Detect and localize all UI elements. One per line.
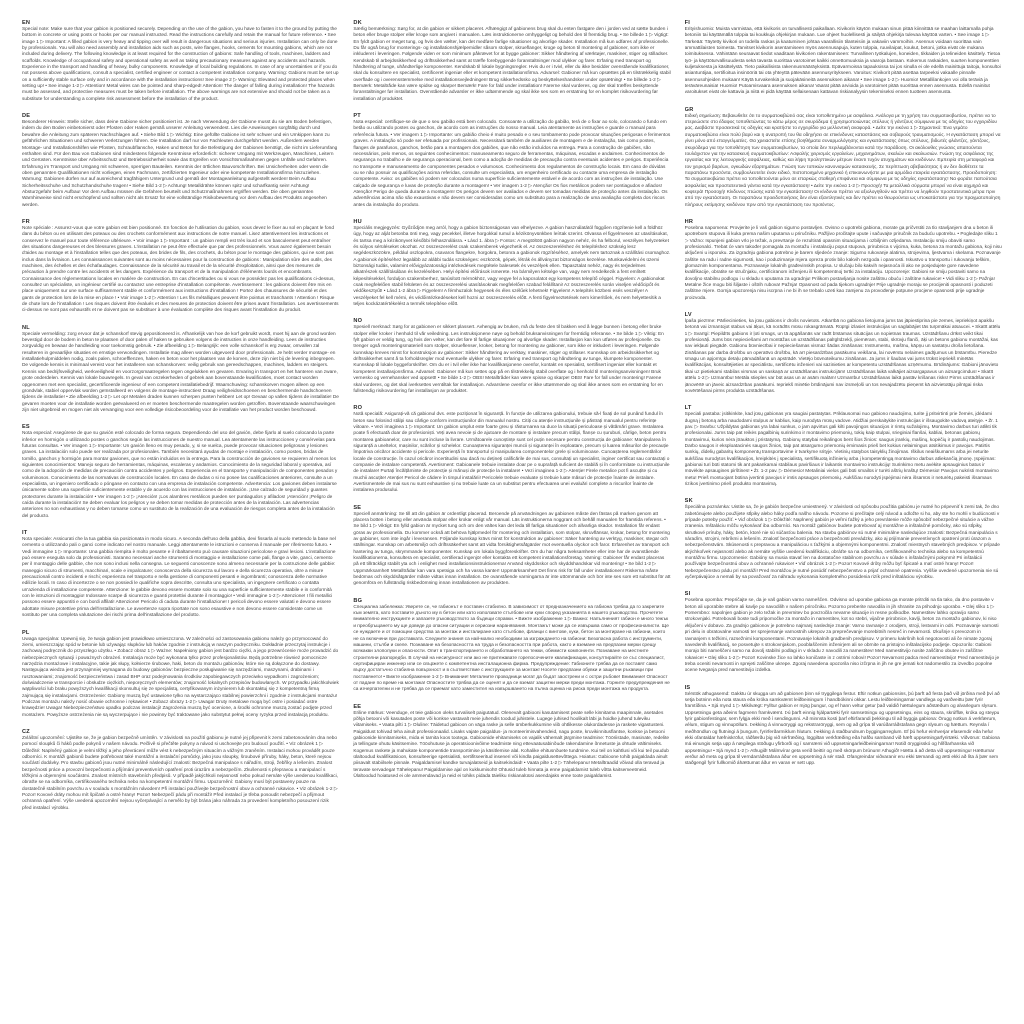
- language-section: [685, 219, 1002, 302]
- safety-text: Nota especial: certifique-se de que o seu gabião está bem colocado. Consoante a utilização do gabião, terá de o fixar ao solo, colocando o fundo em betão ou utilizando postes ou ganchos, de acordo com as instruções do nosso manual. Leia atentamente as instruções e guarde o manual para referência futura. • Ver imagem 1 ▷ Importante: um gabião cheio é muito pesado e o seu tombamento pode provocar situações perigosas e ferimentos graves. A instalação só pode ser efetuada por profissionais. Necessitará também de auxiliares de montagem e de instalação, tais como postes, flanges de parafusos, ganchos, betão para a montagem dos gabiões, que não estão incluídos na entrega. Para a construção de gabiões, são necessários, pelo menos, os seguintes conhecimentos: manuseamento seguro de ferramentas, máquinas, escadas e andaimes. Conhecimentos de segurança no trabalho e de segurança operacional, bem como a adoção de medidas de precaução contra eventuais acidentes e perigos. Experiência no transporte e manuseamento de componentes pesados e volumosos. Conhecimento dos regulamentos de construção locais. Em caso de dúvidas ou se não possuir as qualificações acima referidas, consulte um especialista, um engenheiro certificado ou contacte uma empresa de instalação competente. Aviso: os gabiões só podem ser colocados numa superfície suficientemente estável e de acordo com as instruções de instalação. Use calçado de segurança e luvas de proteção durante a montagem! • Ver imagem 1-2 ▷ Atenção! Os fios metálicos podem ser pontiagudos e afiados! Atenção! Perigo de queda durante a montagem! Os perigos devem ser avaliados e devem ser tomadas medidas de proteção antes da instalação. Os advertências acima não são exaustivas e não devem ser consideradas como um substituto para a realização de uma avaliação completa dos riscos antes da instalação do produto.: [353, 120, 671, 208]
- language-section: [685, 498, 1002, 581]
- language-code: DK: [353, 20, 362, 26]
- language-code: LT: [684, 405, 692, 412]
- column-right: [685, 20, 1002, 1014]
- language-section: [22, 424, 339, 520]
- language-code: FI: [684, 20, 691, 26]
- safety-text: Speciali pastaba: įsitikinkite, kad jūsų gabionas yra saugiai pastatytas. Priklausomai nuo gabiono naudojimo, turite jį pritvirtinti prie žemės, įdėdami dugną į betoną arba naudodami stulpus ar kablius, kaip nurodyta mūsų vadove. Atidžiai perskaitykite instrukcijas ir išsaugokite vadovą ateityje. • Žr. 1 pav. ▷ Svarbu: Užpildytas gabionas yra labai sunkus, o jam apvirtus gali kilti pavojingos situacijos ir rimtų sužalojimų. Montavimo darbus turi atlikti tik profesionalai. Jums taip pat reikės pagalbinių surinkimo ir montavimo priemonių, tokių kaip stulpai, srieginiai flanšai, kabliai, betonas gabionų montavimui, kurios nėra įtrauktos į pristatymą. Gabionų statybai reikalingos bent šios žinios: saugus įrankių, mašinų, kopėčių ir pastolių naudojimas. Darbo saugos ir eksploatacinės saugos žinios, taip pat atsargumo priemonių ėmimasis prieš bet kokius nelaimingus atsitikimus ir pavojus. Patirtis sunkių, didelių gabaritų komponentų transportavime ir tvarkyme srityje. Vietinių statybos taisyklių žinojimas. Iškilus neaiškumams arba jei neturite aukščiau nurodytos kvalifikacijos, kreipkitės į specialistą, sertifikuotą inžinierių arba į kompetentingą montavimo darbus atliekančią įmonę. Įspėjimas: gabionai turi būti statomi tik ant pakankamai stabilaus paviršiaus ir laikantis montavimo instrukcijų! Surinkimo metu avėkite apsauginius batus ir mūvėkite apsaugines pirštines! • Žr. 1-2 pav. ▷ Dėmesio! Metaliniai vielos gali būti smailūs ir turėti aštrių kraštų! Dėmesio! Pavojus nukristi montavimo metu! Prieš montuojant būtina įvertinti pavojus ir imtis apsaugos priemonių. Aukščiau nurodyti įspėjimai nėra išsamūs ir neturėtų pakeisti išsamaus rizikos įvertinimo prieš produkto montavimą.: [684, 412, 999, 487]
- language-section: [685, 685, 1002, 768]
- language-code: SI: [684, 591, 691, 598]
- safety-text: Špeciálna poznámka: Uistite sa, že je gabión bezpečne umiestnený. V závislosti od spôsobu použitia gabiónu je nutné ho pripevniť k zemi tak, že dno zabetónujete alebo použijete stĺpiky alebo háky podľa našho návodu. Pozorne si prečítajte celý návod a odložte si ho, aby ste ho mohli v budúcnosti v prípade potreby použiť. • Viď obrázok 1 ▷ Dôležité: Naplnený gabión je veľmi ťažký a jeho prevrátenie môže spôsobiť nebezpečné situácie a vážne zranenia. Inštaláciu môžu vykonávať iba odborníci. Na montáž gabiónov budete potrebovať aj montážne a inštalačné pomôcky, ako sú stĺpiky, skrutkové príruby, háky, betón, ktoré nie sú súčasťou balenia. Na stavbu gabiónov sú nutné minimálne nasledujúce znalosti: Bezpečná manipulácia s náradím, strojmi, rebríkmi a lešením. Znalosť bezpečnosti práce a bezpečnosti prevádzky, ako aj prijímanie preventívnych opatrení proti úrazom a nebezpečenstvám. Skúsenosti s prepravou a manipuláciou s ťažkými a objemnými komponentmi. Znalosť miestnych stavebných predpisov. V prípade akýchkoľvek nejasností alebo ak nemáte vyššie uvedenú kvalifikáciu, obráťte sa na odborníka, certifikovaného technika alebo na kompetentnú montážnu firmu. Upozornenie: Gabióny sa musia stavať len na dostatočne stabilnom povrchu a v súlade s inštalačnými pokynmi! Pri inštalácii používajte bezpečnostnú obuv a ochranné rukavice! • Viď obrázok 1-2 ▷ Pozor! Kovové drôty môžu byť špicaté a mať ostré hrany! Pozor! Nebezpečenstvo pádu pri montáži! Pred montážou je nutné posúdiť nebezpečenstvo a prijať ochranné opatrenia. Vyššie uvedené upozornenia nie sú vyčerpávajúce a nemali by sa považovať za náhradu vykonania kompletného posúdenia rizík pred inštaláciou výrobku.: [684, 505, 1000, 581]
- language-code: NL: [22, 324, 30, 331]
- safety-text: Sérstök athugasemd: Gakktu úr skugga um að gabionen þinn sé tryggilega festur. Eftir notkun gabionsins, þú þarft að festa það við jörðina með því að setja botninn eða nota staura eða króka samkvæmt leiðbeiningum í handbókinni okkar. Lestu leiðbeiningarnar vandlega og varðveittu þær fyrir framtíðina. • Sjá mynd 1 ▷ Mikilvægt: Fylltur gabion er mjög þungur, og ef hann veltur getur það valdið hættulegum aðstæðum og alvarlegum slysum. Uppsetningu geta aðeins fagmenn framkvæmt. Þú þarft einnig hjálpartæki fyrir samsetningu og uppsetningu, eins og staura, skrúfflæ, króka og steypu fyrir gabionfestingar, sem fylgja ekki með í sendingunni. Að minnsta kosti þarf eftirfarandi þekkingu til að byggja gabiona: Örugg notkun á verkfærum, vélum, stigum og vinnupöllum. Þekking á vinnuöryggi og rekstraröryggi, sem og að grípa til varúðarráðstafana gegn slysum og hættum. Reynsla í meðhöndlun og flutningi á þungum, fyrirferðarmiklum hlutum. Þekking á staðbundnum byggingarreglum. Ef þú hefur einhverjar efasemdir eða hefur ekki ofantaldar hæfniskröfur, ráðfærðu þig við sérfræðing, löggiltan verkfræðing eða hafðu samband við hæft uppsetningarfyrirtæki. Viðvörun: Gabiona má einungis setja upp á nægilega stöðugu yfirborði og í samræmi við uppsetningarleiðbeiningarnar! Notið öryggisskó og hlífðarhanska við uppsetningu! • Sjá mynd 1-2 ▷ Athugið! Málmvírar geta verið beittir og með skörpum brúnum! Athugið! Hætta á að detta við uppsetningu! Hætturnar verður að meta og grípa til verndarráðstafana áður en uppsetning á sér stað. Ofangreindar viðvaranir eru ekki tæmandi og ætti ekki að líta á þær sem staðgengil fyrir fullkomið áhættumat áður en varan er sett upp.: [684, 691, 1000, 767]
- safety-text: Særlig bemærkning: Sørg for, at din gabion er sikkert placeret. Afhængigt af gabionens brug skal du enten fastgøre den i jorden ved at sætte bunden i beton eller bruge stolper eller kroge som angivet i manualen. Læs instruktionerne omhyggeligt og behold den til fremtidig brug. • Se billede 1 ▷ Vigtigt: En fyldt gabion er meget tung, og hvis den vælter, kan det medføre farlige situationer og alvorlige skader. Installation må kun udføres af professionelle. Du får også brug for monterings- og installationshjælpemidler såsom stolper, skrueflanger, kroge og beton til montering af gabioner, som ikke er inkluderet i leveringen. Følgende viden er som minimum påkrævet for at bygge gabioner: Sikker håndtering af værktøjer, maskiner, stiger og stilladser. Kendskab til arbejdssikkerhed og driftssikkerhed samt at træffe forebyggende foranstaltninger mod ulykker og farer. Erfaring med transport og håndtering af tunge, uhåndterlige komponenter. Kendskab til lokale bygningsregler. Hvis du er i tvivl, eller du ikke besidder ovenstående kvalifikationer, skal du konsultere en specialist, certificeret ingeniør eller et kompetent installationsfirma. Advarsel: Gabioner må kun opsættes på en tilstrækkelig stabil overflade og i overensstemmelse med installationsvejledningen! Brug sikkerhedssko og beskyttelseshandsker under opsætning! • Se billede 1-2 ▷ Bemærk: Metaltråde kan være spidse og skarpe! Bemærk! Fare for fald under installation! Farerne skal vurderes, og der skal træffes beskyttende foranstaltninger før installation. Ovenstående advarsler er ikke udtømmende og skal ikke ses som en erstatning for en komplet risikovurdering før installation af produktet.: [353, 27, 671, 102]
- language-section: [22, 325, 339, 414]
- safety-text: Speciell anmärkning: Se till att din gabion är ordentligt placerad. Beroende på användningen av gabionen måste den fästas på marken genom att placera botten i betong eller använda stolpar eller krokar enligt vår manual. Läs instruktionerna noggrant och behåll manualen för framtida referens. • Se bild 1 ▷ Viktigt: En fylld gabion är mycket tung och om den vältes kan det leda till farliga situationer och allvarliga skador. Installation får endast göras av professionella. Du kommer också att behöva hjälpmedel för montering och installation, som stolpar, skruvflänsar, krokar, betong för montering av gabioner, som inte ingår i leveransen. Följande kunskap krävs minst för konstruktion av gabioner: Säker hantering av verktyg, maskiner, stegar och ställningar. Kunskap om arbetsmiljö och driftssäkerhet samt att vidta försiktighetsåtgärder mot eventuella olyckor och faror. Erfarenhet av transport och hantering av tunga, skrymmande komponenter. Kunskap om lokala byggföreskrifter. Om du har några tveksamheter eller inte har de ovanstående kvalifikationerna, konsultera en specialist, certifierad ingenjör eller kontakta ett kompetent installationsföretag. Varning: Gabioner får endast placeras på ett tillräckligt stabilt yta och i enlighet med installationsinstruktionerna! Använd skyddsskor och skyddshandskar vid montering! • Se bild 1-2 ▷ Uppmärksamhet! Metalltrådar kan vara spetsiga och ha vassa kanter! Uppmärksamhet! Det finns risk för fall under installationen! Riskerna måste bedömas och skyddsåtgärder måste vidtas innan installation. De ovanstående varningarna är inte uttömmande och bör inte ses som ett substitut för att genomföra en fullständig riskbedömning innan installationen av produkten.: [353, 511, 671, 587]
- safety-text: Special note: Make sure that your gabion is positioned securely. Depending on the use of the gabion, you have to fasten it to the ground by putting the bottom in concrete or using posts or hooks per our manual instructed. Read the instructions carefully and retain the manual for future reference. • See image 1 ▷ Important: A filled gabion is very heavy and tipping over will result in dangerous situations and serious injuries. Installation can only be done by professionals. You will also need assembly and installation aids such as posts, wire flanges, hooks, cements for mounting gabions, which are not included during delivery. The following knowledge is at least required for the construction of gabions: Safe handling of tools, machines, ladders and scaffolds. Knowledge of occupational safety and operational safety as well as taking precautionary measures against any accidents and hazards. Experience in the transport and handling of heavy, bulky components. Knowledge of local building regulations. In case of any uncertainties or if you do not possess above qualifications, consult a specialist, certified engineer or contact a competent installation company. Warning: Gabions must be set up on a sufficiently stable surface only and in accordance with the installation instructions! See image 2 ▷ Warning: Elevated and protected places when setting up! • See image 1-2 ▷ Attention! Metal wires can be pointed and sharp-edged! Attention! The danger of falling during installation! The hazards must be assessed, and protective measures must be taken before installation. The above warnings are not extensive and should not be taken as a substitute for understanding a complete risk assessment before the installation of the product.: [22, 27, 339, 102]
- safety-text: Notă specială: Asigurați-vă că gabionul dvs. este poziționat în siguranță. În funcție de utilizarea gabionului, trebuie să-l fixați de sol punând fundul în beton sau folosind stâlpi sau cârlige conform instrucțiunilor din manualul nostru. Citiți cu atenție instrucțiunile și păstrați manualul pentru referințe viitoare. • Vezi imaginea 1 ▷ Important: Un gabion umplut este foarte greu și răsturnarea sa duce la situații periculoase și vătămări grave. Instalarea poate fi efectuată doar de profesioniști. Veți avea nevoie și de ajutoare de montare și instalare precum stâlpi, flanșe cu șuruburi, cârlige, beton pentru montarea gabioanelor, care nu sunt incluse la livrare. Următoarele cunoștințe sunt cel puțin necesare pentru construcția de gabioane: Manipularea în siguranță a uneltelor, mașinilor, scărilor și schelelor. Cunoașterea siguranței muncii și siguranței în exploatare, precum și luarea măsurilor de precauție împotriva oricăror accidente și pericole. Experiență în transportul și manipularea componentelor grele și voluminoase. Cunoașterea reglementărilor locale de construcție. În cazul oricăror incertitudini sau dacă nu dețineți calificările de mai sus, consultați un specialist, inginer certificat sau contactați o companie de instalare competentă. Avertisment: Gabioanele trebuie instalate doar pe o suprafață suficient de stabilă și în conformitate cu instrucțiunile de instalare! Purtați încălțăminte de protecție și mănuși de protecție la instalare! • Vezi imaginea 1-2 ▷ Atenție! Firele metalice pot fi ascuțite și cu muchii ascuțite! Atenție! Pericol de cădere în timpul instalării! Pericolele trebuie evaluate și trebuie luate măsuri de protecție înainte de instalare. Avertismentele de mai sus nu sunt exhaustive și nu trebuie luate ca un substitut pentru efectuarea unei evaluări complete a riscurilor înainte de instalarea produsului.: [353, 412, 670, 494]
- safety-text: Zvláštní upozornění: Ujistěte se, že je gabion bezpečně umístěn. V závislosti na použití gabionu je nutné jej připevnit k zemi zabetonováním dna nebo pomocí sloupků či háků podle pokynů v našem návodu. Pečlivě si přečtěte pokyny a návod si uschovejte pro budoucí použití. • Viz obrázek 1 ▷ Důležité: Naplněný gabion je velmi těžký a jeho převrácení může vést k nebezpečným situacím a vážným zraněním. Instalaci mohou provádět pouze odborníci. K montáži gabionů budete potřebovat také montážní a instalační pomůcky, jako jsou sloupky, šroubové příruby, háky, beton, které nejsou součástí dodávky. Pro stavbu gabionů jsou nutné minimálně následující znalosti: Bezpečná manipulace s nářadím, stroji, žebříky a lešením. Znalost bezpečnosti práce a provozní bezpečnosti a přijímání preventivních opatření proti úrazům a nebezpečím. Zkušenosti s přepravou a manipulací s těžkými a objemnými součástmi. Znalost místních stavebních předpisů. V případě jakýchkoli nejasností nebo pokud nemáte výše uvedenou kvalifikaci, obraťte se na odborníka, certifikovaného technika nebo na kompetentní montážní firmu. Upozornění: Gabiony musí být postaveny pouze na dostatečně stabilním povrchu a v souladu s montážním návodem! Při instalaci používejte bezpečnostní obuv a ochranné rukavice. • Viz obrázek 1-2 ▷ Pozor! Kovové dráty mohou mít špičaté a ostré hrany! Pozor! Nebezpečí pádu při montáži! Před instalací je třeba posoudit nebezpečí a přijmout ochranná opatření. Výše uvedená upozornění nejsou vyčerpávající a nemělo by být brána jako náhrada za provedení kompletního posouzení rizik před instalací výrobku.: [22, 735, 339, 811]
- language-code: DE: [22, 113, 31, 120]
- language-code: CZ: [22, 728, 30, 735]
- safety-text: Īpaša piezīme: Pārliecinieties, ka jūsu gabions ir drošs novietots. Atkarībā no gabiona lietojuma jums tas jāpiestiprina pie zemes, iepriekiņot apakšu betonā vai izmantojot stabus vai āķus, kā norādīts mūsu rokasgrāmatā. Rūpīgi izlasiet instrukcijas un saglabājiet tās turpmākai atsaucei. • Skatīt attēlu 1 ▷ Svarīgi: Piepildīts gabions ir ļoti smags, un tā apgāšanās var radīt bīstamas situācijas un nopietnas traumas. Uzstādīšanu drīkst veikt tikai profesionāļi. Jums būs nepieciešami arī montāžas un uzstādīšanas palīglīdzekļi, piemēram, stabi, skrūvju flanči, āķi un betons gabionu montāžai, kas nav iekļauti piegādē. Gabionu būvniecībai ir nepieciešamas vismaz šādas zināšanas: Instrumentu, mašīnu, kāpņu un sastatņu droša lietošana. Zināšanas par darba drošību un operatīvo drošību, kā arī piesardzības pasākumu veikšana, lai novērstu nelaimes gadījumus un bīstamību. Pieredze smagu un apjomīgu detaļu pārvadāšanā un apstrādē. Vietējo būvnoteikumu zināšanas. Ja jums ir šaubas vai jums trūkst iepriekš minētās kvalifikācijas, konsultējieties ar speciālistu, sertificētu inženieri vai sazinieties ar kompetentu uzstādīšanas uzņēmumu. Brīdinājums: Gabioni jānovieto tikai uz pietiekami stabilas virsmas un saskaņā ar uzstādīšanas instrukcijām! Uzstādīšanas laikā valkājiet aizsargapavus un aizsargcimdus! • Skatīt attēlu 1-2 ▷ Uzmanību! Metāla stieples var būt asas un ar asām malām! Uzmanību! Uzstādīšanas laikā pastāv krišanas risks! Pirms uzstādīšanas ir jānovērtē un jāveic aizsardzības pasākumi. Iepriekš minētie brīdinājumi nav izsmeļoši un tos nevajadzētu pieņemt kā aizvietotāju pilnīgai riska novērtēšanai pirms produkta uzstādīšanas.: [684, 319, 1001, 394]
- language-section: [685, 591, 1002, 674]
- language-code: ES: [22, 424, 30, 431]
- safety-text: Spesiell merknad: Sørg for at gabionen er sikkert plassert. Avhengig av bruken, må du feste den til bakken ved å legge bunnen i betong eller bruke stolper eller kroker i henhold til vår veiledning. Les instruksjonene nøye og behold bruksanvisningen for fremtidig referanse. • Se bilde 1 ▷ Viktig: En fylt gabion er veldig tung, og hvis den velter, kan det føre til farlige situasjoner og alvorlige skader. Installasjon kan kun utføres av profesjonelle. Du trenger også monteringsmateriell som stolper, skrueflenser, kroker, betong for montering av gabioner, som ikke er inkludert i leveringen. Følgende kunnskap kreves minst for konstruksjon av gabioner: Sikker håndtering av verktøy, maskiner, stiger og stillaser. Kunnskap om arbeidssikkerhet og driftssikkerhet samt å ta forholdsregler mod eventuelle ulykker og farer. Erfaring med transport og håndtering av tunge, klumpete komponenter. Kunnskap til lokale byggeforskrifter. Om du er i tvil eller ikke har kvalifikasjonene ovenfor, kontakt en spesialist, sertifisert ingeniør eller kontakt et kompetent installasjonsfirma. Advarsel: Gabioner må kun settes opp på en tilstrekkelig stabil overflate og i henhold til monteringsanvisningen! Bruk vernesko og vernehansker ved oppsett! • Se bilde 1-2 ▷ OBS! Metalltråder kan være spisse og skarpe! OBS! Fare for fall under montering! Farene skal vurderes, og det skal iverksettes verntiltak før installasjon. Advarslene ovenfor er ikke uttømmende og skal ikke anses som en erstatning for en fullstendig risikovurdering før installasjon av produktet.: [353, 325, 664, 394]
- language-code: SE: [353, 504, 362, 511]
- language-section: [353, 505, 670, 588]
- safety-text: Ειδική σημείωση: Βεβαιωθείτε ότι το συρματοκιβώτιό σας είναι τοποθετημένο με ασφάλεια. Ανάλογα με τη χρήση του συρματοκιβωτίου, πρέπει να το στερεώσετε στο έδαφος τοποθετώντας το κάτω μέρος σε σκυρόδεμα ή χρησιμοποιώντας στύλους ή γάντζους σύμφωνα με τις οδηγίες του εγχειριδίου μας. Διαβάστε προσεκτικά τις οδηγίες και κρατήστε το εγχειρίδιο για μελλοντική αναφορά. • Δείτε την εικόνα 1 ▷ Σημαντικό: Ένα γεμάτο συρματοκιβώτιο είναι πολύ βαρύ και η ανατροπή του θα οδηγήσει σε επικίνδυνες καταστάσεις και σοβαρούς τραυματισμούς. Η εγκατάσταση μπορεί να γίνει μόνο από επαγγελματίες. Θα χρειαστείτε επίσης βοηθήματα συναρμολόγησης και εγκατάστασης όπως στύλους, βιδωτές φλάντζες, γάντζους, σκυρόδεμα για την τοποθέτηση των συρματοκιβωτίων, τα οποία δεν περιλαμβάνονται κατά την παράδοση. Οι ακόλουθες γνώσεις απαιτούνται τουλάχιστον για την κατασκευή συρματοκιβωτίων: Ασφαλής χειρισμός εργαλείων, μηχανημάτων, σκαλών και σκαλωσιών. Γνώση της ασφάλειας της εργασίας και της λειτουργικής ασφάλειας, καθώς και λήψη προληπτικών μέτρων έναντι τυχόν ατυχημάτων και κινδύνων. Εμπειρία στη μεταφορά και τον χειρισμό βαρέων, ογκωδών εξαρτημάτων. Γνώση των τοπικών κανονισμών κατασκευής. Σε περίπτωση αβεβαιότητας ή αν δεν διαθέτετε τα παραπάνω προσόντα, συμβουλευτείτε έναν ειδικό, πιστοποιημένο μηχανικό ή επικοινωνήστε με μια αρμόδια εταιρεία εγκατάστασης. Προειδοποίηση: Τα συρματοκιβώτια πρέπει να τοποθετούνται μόνο σε επαρκώς σταθερή επιφάνεια και σύμφωνα με τις οδηγίες εγκατάστασης! Να φοράτε παπούτσια ασφαλείας και προστατευτικά γάντια κατά την εγκατάσταση! • Δείτε την εικόνα 1-2 ▷ Προσοχή! Τα μεταλλικά σύρματα μπορεί να είναι αιχμηρά και κοφτερά! Προσοχή! Κίνδυνος πτώσης κατά την εγκατάσταση! Οι κίνδυνοι πρέπει να αξιολογηθούν και πρέπει να ληφθούν προστατευτικά μέτρα πριν από την εγκατάσταση. Οι παραπάνω προειδοποιήσεις δεν είναι εξαντλητικές και δεν πρέπει να θεωρούνται ως υποκατάστατο για την πραγματοποίηση πλήρους εκτίμησης κινδύνου πριν από την εγκατάσταση του προϊόντος.: [684, 113, 1001, 208]
- safety-text: Posebna opomba: Prepričajte se, da je vaš gabion varno nameščen. Odvisno od uporabe gabiona ga morate pritrditi na tla tako, da dno postavite v beton ali uporabite stebre ali kavlje po navodilih v našem priročniku. Pozorno preberite navodila in jih shranite za prihodnjo uporabo. • Glej sliko 1 ▷ Pomembno: napolnjen gabion je zelo težak in prevrnitev bo povzročila nevarne situacije in resne poškodbe. Namestitev lahko opravijo samo strokovnjaki. Potrebovali boste tudi pripomočke za montažo in namestitev, kot so stebri, vijačne prirobnice, kavlji, beton za montažo gabionov, ki niso vključeni v dobavo. Za gradnjo gabionov je potrebno najmanj naslednje znanje: Varno ravnanje z orodjem, stroji, lestvami in odri. Poznavanje varnosti pri delu in obratovalne varnosti ter sprejemanje varnostnih ukrepov za preprečevanje morebitnih nesreč in nevarnosti. Izkušnje s prevozom in ravnanjem s težkimi, razsežnimi komponentami. Poznavanje lokalnih gradbenih predpisov. V primeru kakršnih koli negotovosti ali če nimate zgoraj navedenih kvalifikacij, se posvetujte s strokovnjakom, pooblaščenim inženirjem ali se obrnite na pristojno inštalacijsko podjetje. Opozorilo: Gabioni morajo biti nameščeni samo na dovolj stabilni podlagi in v skladu z navodili za namestitev! Med namestitvijo nosite zaščitno obutev in zaščitne rokavice! • Glej sliko 1-2 ▷ Pozor! Kovinske žice so lahko koničaste in z ostrimi robovi! Pozor! Nevarnost padca med namestitvijo! Pred namestitvijo je treba oceniti nevarnosti in sprejeti zaščitne ukrepe. Zgoraj navedena opozorila niso izčrpna in jih ne gre jemati kot nadomestilo za izvedbo popolne ocene tveganja pred namestitvijo izdelka.: [684, 598, 1000, 674]
- language-code: LV: [684, 312, 692, 319]
- safety-text: Besonderer Hinweis: Stelle sicher, dass deine Gabione sicher positioniert ist. Je nach Verwendung der Gabione musst du sie am Boden befestigen, indem du den Boden einbetonierst oder Pfosten oder Haken gemäß unserer Anleitung verwendest. Lies die Anweisungen sorgfältig durch und bewahre die Anleitung zum späteren Nachschlagen auf. • Siehe Bild 1 ▷ Wichtig: Eine gefüllte Gabione ist sehr schwer und ein Umkippen kann zu gefährlichen Situationen und schweren Verletzungen führen. Die Installation darf nur von Fachleuten durchgeführt werden. Außerdem werden Montage- und Installationshilfen wie Pfosten, Schraubflansche, Haken und Beton für die Befestigung der Gabionen benötigt, die nicht im Lieferumfang enthalten sind. Für den Bau von Gabionen sind mindestens folgende Kenntnisse erforderlich: sicherer Umgang mit Werkzeugen, Maschinen, Leitern und Gerüsten. Kenntnisse über Arbeitsschutz und Betriebssicherheit sowie das Ergreifen von Vorsichtsmaßnahmen gegen Unfälle und Gefahren. Erfahrung im Transport und Umgang mit schweren, sperrigen Bauteilen. Kenntnis der örtlichen Bauvorschriften. Bei Unsicherheiten oder wenn die oben genannten Qualifikationen nicht vorliegen, einen Fachmann, zertifizierten Ingenieur oder eine kompetente Installationsfirma hinzuziehen. Warnung: Gabionen dürfen nur auf ausreichend tragfähigem Untergrund und gemäß der Montageanleitung aufgestellt werden! Beim Aufbau Sicherheitsschuhe und Schutzhandschuhe tragen! • Siehe Bild 1-2 ▷ Achtung! Metalldrähte können spitz und scharfkantig sein! Achtung! Absturzgefahr beim Aufbau! Vor dem Aufbau müssen die Gefahren beurteilt und Schutzmaßnahmen ergriffen werden. Die oben genannten Warnhinweise sind nicht erschöpfend und sollten nicht als Ersatz für eine vollständige Risikobewertung vor dem Aufbau des Produkts angesehen werden.: [22, 120, 338, 208]
- language-code: RO: [353, 405, 363, 412]
- safety-text: Nota especial: Asegúrese de que su gavión esté colocado de forma segura. Dependiendo del uso del gavión, debe fijarlo al suelo colocando la parte inferior en hormigón o utilizando postes o ganchos según las instrucciones de nuestro manual. Lea atentamente las instrucciones y consérvelas para futuras consultas. • Ver imagen 1 ▷ Importante: Un gavión lleno es muy pesado, y, si se vuelca, puede provocar situaciones peligrosas y lesiones graves. La instalación solo puede ser realizada por profesionales. También necesitará ayudas de montaje e instalación, como postes, bridas de tornillo, ganchos y hormigón para montar gaviones, que no están incluidos en la entrega. Para la construcción de gaviones se requieren al menos los siguientes conocimientos: Manejo seguro de herramientas, máquinas, escaleras y andamios. Conocimiento de la seguridad laboral y operativa, así como de la adopción de medidas de precaución contra accidentes y peligros. Experiencia en el transporte y manipulación de componentes pesados y voluminosos. Conocimiento de las normativas de construcción locales. En caso de dudas o si no posee las cualificaciones anteriores, consulte a un especialista, un ingeniero certificado o póngase en contacto con una empresa de instalación competente. Advertencia: Los gaviones deben instalarse únicamente sobre una superficie suficientemente estable y de acuerdo con las instrucciones de instalación. ¡Use calzado de seguridad y guantes protectores durante la instalación! • Ver imagen 1-2 ▷ ¡Atención! ¡Los alambres metálicos pueden ser puntiagudos y afilados! ¡Atención! ¡Peligro de caída durante la instalación! Se deben evaluar los peligros y se deben tomar medidas de protección antes de la instalación. Las advertencias anteriores no son exhaustivas y no deben tomarse como un sustituto de la realización de una evaluación de riesgos completa antes de la instalación del producto.: [22, 431, 338, 519]
- column-middle: [353, 20, 670, 1014]
- language-section: [685, 312, 1002, 395]
- language-section: [685, 20, 1002, 97]
- language-code: PL: [22, 629, 30, 636]
- language-section: [353, 219, 670, 308]
- column-left: [22, 20, 339, 1014]
- language-section: [22, 729, 339, 812]
- language-code: PT: [353, 113, 361, 120]
- language-section: [353, 704, 670, 781]
- language-code: IS: [684, 684, 691, 691]
- language-section: [22, 113, 339, 209]
- safety-text: Posebna napomena: Provjerite je li vaš gabion sigurno postavljen. Ovisno o upotrebi gabiona, morate ga pričvrstiti za tlo stavljanjem dna u beton ili upotrebom stupova ili kuka prema našim uputama u priručniku. Pažljivo pročitajte upute i sačuvajte priručnik za buduću upotrebu. • Pogledajte sliku 1 ▷ Važno: Ispunjeni gabion vrlo je težak, a prevrtanje će rezultirati opasnim situacijama i ozbiljnim ozljedama. Instalaciju smiju obaviti samo profesionalci. Trebat će vam također pomagala za montažu i instalaciju poput stupova, prirubnica s vijcima, kuka, betona za montažu gabiona, koji nisu uključeni u isporuku. Za izgradnju gabiona potrebno je barem sljedeće znanje: Sigurno rukovanje alatima, strojevima, ljestvama i skelama. Poznavanje zaštite na radu i radne sigurnosti, kao i poduzimanje mjera opreza protiv bilo kakvih nezgoda i opasnosti. Iskustvo u transportu i rukovanju teškim, glomaznim komponentama. Poznavanje lokalnih građevinskih propisa. U slučaju bilo kakvih nejasnoća ili ako ne posjedujete gore navedene kvalifikacije, obratite se stručnjaku, certificiranom inženjeru ili kompetentnoj tvrtki za instalaciju. Upozorenje: Gabioni se smiju postaviti samo na dovoljno stabilnu podlogu i u skladu s uputama za ugradnju! Prilikom postavljanja nosite zaštitnu obuću i zaštitne rukavice! • Vidi sliku 1-2 ▷ Pažnja! Metalne žice mogu biti šiljaste i oštrih rubova! Pažnja! Opasnost od pada tijekom ugradnje! Prije ugradnje moraju se procijeniti opasnosti i poduzeti zaštitne mjere. Gornja upozorenja nisu iscrpna i ne bi ih se trebalo uzeti kao zamjenu za provođenje potpune procjene opasnosti prije ugradnje proizvoda.: [684, 225, 1002, 301]
- language-section: [22, 20, 339, 103]
- safety-text: Speciale vermelding: zorg ervoor dat je schanskorf stevig gepositioneerd is. Afhankelijk van hoe de korf gebruikt wordt, moet hij aan de grond worden bevestigd door de bodem in beton te plaatsen of door palen of haken te gebruiken volgens de instructies in onze handleiding. Lees de instructies zorgvuldig en bewaar de handleiding voor toekomstig gebruik. • Zie afbeelding 1 ▷ Belangrijk: een volle schanskorf is erg zwaar, omvallen zal resulteren in gevaarlijke situaties en ernstige verwondingen. Installatie mag alleen worden uitgevoerd door professionals. Je hebt verder montage- en installatiehulpmiddelen nodig, zoals palen, schroefflenzen, haken en beton voor het plaatsen van de korven, deze zijn niet bij de levering inbegrepen. De volgende kennis is minimaal vereist voor het installeren van schanskorven: veilig gebruik van gereedschappen, machines, ladders en steigers. Kennis van bedrijfsveiligheid, werkveiligheid en voorzorgsmaatregelen tegen ongelukken en gevaren. Ervaring in transport en het hanteren van zware, grote onderdelen. Kennis van lokale bouwregels. In geval van onzekerheden of gebrek aan bovenstaande kwalificaties, moet contact worden opgenomen met een specialist, gecertificeerde ingenieur of een competent installatiebedrijf. Waarschuwing: schanskorven mogen alleen op een grondvlak, stabiel oppervlak worden geïnstalleerd en volgens de montage-instructies! Draag veiligheidsschoenen en beschermende handschoenen tijdens de installatie! • Zie afbeelding 1-2 ▷ Let op! Metalen draden kunnen scherpen punten hebben! Let op! Gevaar op vallen tijdens de installatie! De gevaren moeten voor de installatie worden geëvalueerd en er moeten beschermende maatregelen worden getroffen. Bovenstaande waarschuwingen zijn niet uitgebreid en mogen niet als vervanging voor een volledige risicobeoordeling voor de installatie van het product worden beschouwd.: [22, 331, 339, 413]
- language-code: EE: [353, 703, 362, 710]
- language-section: [353, 318, 670, 395]
- language-code: FR: [22, 218, 30, 225]
- language-section: [353, 598, 670, 694]
- safety-text: Специална забележка: Уверете се, че габионът е поставен стабилно. В зависимост от предназначението на габиона трябва да го закрепите към земята, като поставите дъното му в бетон или като използвате стълбове или куки според указанията в нашето ръководство. Прочетете внимателно инструкциите и запазете ръководството за бъдещи справки. • Вижте изображение 1 ▷ Важно: Напълненият габион е много тежък и преобръщането му ще доведе до опасни ситуации и сериозни наранявания. Монтажът може да се извършва само от професионалисти. Ще се нуждаете и от помощни средства за монтаж и инсталиране като стълбове, фланци с винтове, куки, бетон за монтиране на габиони, които не са включени при доставката. Следните знания са най-малко необходими за изграждането на габиони: Безопасна работа с инструменти, машини, стълби и скеле. Познаване на безопасността на труда и безопасността при работа, както и вземане на предпазни мерки срещу всякакви злополуки и опасности. Опит в транспортирането и обработването на тежки, обемисти компоненти. Познаване на местните строителни разпоредби. В случай на несигурност или ако не притежавате горепосочените квалификации, консултирайте се със специалист, сертифициран инженер или се свържете с компетентна инсталационна фирма. Предупреждение: Габионите трябва да се поставят само върху достатъчно стабилна повърхност и в съответствие с инструкциите за монтаж! Носете предпазни обувки и защитни ръкавици при поставянето! • Вижте изображение 1-2 ▷ Внимание! Металните проводници могат да бъдат заострени и с остри ръбове! Внимание! Опасност от падане по време на монтажа! Опасностите трябва да се оценят и да се вземат защитни мерки преди монтажа. Горните предупреждения не са изчерпателни и не трябва да се приемат като заместител на извършването на пълна оценка на риска преди монтажа на продукта.: [353, 604, 670, 693]
- language-code: EN: [22, 20, 31, 26]
- language-section: [685, 405, 1002, 488]
- language-section: [22, 630, 339, 719]
- language-section: [22, 530, 339, 619]
- language-code: NO: [353, 318, 363, 325]
- safety-text: Erityishuomio: Muista varmistaa, että kivikoris on turvallisesti paikallaan. Kivikorin käytön mukaan sinun pitää kiinnittää se maahan laittamalla pohja betoniin tai käyttämällä tolppia tai koukkuja ohjekirjan mukaan. Lue ohjeet huolellisesti ja säilytä ohjekirja tulevaa käyttöä varten. • See image 1 ▷ Tärkeää: Täytetty kivikori on todella raskas ja kaatuminen johtaa vaarallisiin tilanteisiin ja vakaviin vammoihin. Asennus voidaan suorittaa vain ammattilaisten toimesta. Tarvitset kivikorin asentamiseen myös asennusapuja, kuten tolppia, ruuvilaipat, koukut, betoni, jotka eivät ole mukana toimituksessa. Vähintään seuraavat tiedot vaaditaan kivikorien rakentamiseen: Turvallinen työkalujen, koneiden, tikkaiden ja telineiden käsittely. Tietoa työ- ja käyttöturvallisuudesta sekä tavasta suorittaa varotoimet kaikki onnettomuuksia ja vaaroja bastaan. Kokemus raskaiden, suurten komponenttien kuljetuksesta ja käsittelystä. Tieto paikallisista rakennusmääräyksistä. Epävarmoissa tapauksissa tai jos sinulla ei ole edellä mainittuja taitoja, konsultoi asiantuntijaa, sertifioitua insinööriä tai ota yhteyttä pätevään asennusyritykseen. Varoitus: Kivikorit pitää asettaa tarpeeksi vakaalle pinnalle asennusohjeiden mukaan! Käytä turvakenkiä ja suojakäsineitä asennuksen aikana! • See image 1-2 ▷ Huomio! Metallilankojen voi olla teräviä ja teräväreunaisia! Huomio! Putoamisvaara asennuksen aikana! Vaarat pitää arvioida ja varotoimet pitää suorittaa ennen asennusta. Edellä mainitut varoitukset eivät ole kattavia ja niitä ei pidä käyttää sellaisenaan kattavan riskianalyysin tekemiseksi ennen tuotteen asennusta.: [684, 27, 1001, 96]
- language-section: [22, 219, 339, 315]
- language-code: HU: [353, 218, 362, 225]
- safety-text: Uwaga specjalna: Upewnij się, że twoja gabion jest prawidłowo umieszczona. W zależności od zastosowania gabionu należy go przymocować do ziemi, umieszczając spód w betonie lub używając słupków lub haków zgodnie z instrukcją w naszym podręczniku. Dokładnie przeczytaj instrukcje i zachowaj podręcznik do przyszłego użytku. • Zobacz obraz 1 ▷ Ważne: Napełniony gabion jest bardzo ciężki, a jego przewrócenie może prowadzić do niebezpiecznych sytuacji i poważnych obrażeń. Instalacja może być wykonana tylko przez profesjonalistów. Będą potrzebne również pomocnicze narzędzia montażowe i instalacyjne, takie jak słupy, kołnierze śrubowe, haki, beton do montażu gabionów, które nie są dołączone do dostawy. Następująca wiedza jest przynajmniej wymagana do budowy gabionów: bezpieczne posługiwanie się narzędziami, maszynami, drabinami i rusztowaniami; znajomość bezpieczeństwa i zasad BHP oraz podejmowania środków zapobiegawczych przeciwko wypadkom i zagrożeniom; doświadczenie w transporcie i obsłudze ciężkich, nieporęcznych elementów; znajomość lokalnych przepisów budowlanych. W przypadku jakichkolwiek wątpliwości lub braku powyższych kwalifikacji skonsultuj się ze specjalistą, certyfikowanym inżynierem lub skontaktuj się z kompetentną firmą zajmującą się instalacjami. Ostrzeżenie: Gabiony muszą być ustawione tylko na wystarczająco stabilnej powierzchni i zgodnie z instrukcjami montażu! Podczas montażu należy nosić obuwie ochronne i rękawice! • Zobacz obrazy 1-2 ▷ Uwaga! Druty metalowe mogą być ostre i posiadać ostre krawędzie! Uwaga! Niebezpieczeństwo upadku podczas instalacji! Zagrożenia muszą być ocenione, a środki ochronne muszą zostać podjęte przed montażem. Powyższe ostrzeżenia nie są wyczerpujące i nie powinny być traktowane jako substytut pełnej oceny ryzyka przed instalacją produktu.: [22, 636, 339, 718]
- language-section: [685, 107, 1002, 209]
- safety-text: Speciális megjegyzés: Győződjön meg arról, hogy a gabion biztonságosan van elhelyezve. A gabion használatától függően rögzítenie kell a földhöz úgy, hogy az alját betonba önti meg, vagy pecekkel, illetve horgokkal rumul a kézikönyvünkben leírtak szerint. Olvassa el figyelmesen az utasításokat, és tartsa meg a kézikönyvet későbbi felhasználásra. • Lásd 1. ábra ▷ Fontos: A megtöltött gabion nagyon nehéz, és ha felborul, veszélyes helyzeteket és súlyos sérüléseket okozhat. Az összeszerelést csak szakemberek végezhetik el. Az összeszereléshez és telepítéshez szükség lesz segédeszközökre, például oszlopokra, csavaros flangekre, horgokra, betonra a gabionok rögzítéséhez, amelyek nem tartoznak a szállítási csomaghoz. A gabionok építéséhez legalább az alábbi tudás szükséges: eszközök, gépek, létrák és állványzat biztonságos kezelése. Munkavédelmi és üzemi biztonsági tudás, valamint elővigyázatossági intézkedések megtétele balesetek és veszélyek ellen. Tapasztalat nehéz, nagy és terjedelmes alkatrészek szállításában és kezelésében. Helyi építési előírások ismerete. Ha bármilyen kétsége van, vagy nem rendelkezik a fent említett képesítésekkel, forduljon szakemberhez, tanúsított mérnökhöz, vagy vegye fel a kapcsolatot egy kompetens telepítő céggel. Figyelem: A gabionokat csak megfelelően stabil felületen és az összeszerelési utasításoknak megfelelően szabad felállítani! Az összeszerelés során viseljen védőcipőt és védőkesztyűt! • Lásd 1-2 ábra ▷ Figyelem! A fémhuzalok hegyesek és éles szélűek lehetnek! Figyelem! A telepítés közbeni esés veszélye! A veszélyeket fel kell mérni, és védőintézkedéseket kell hozni az összeszerelés előtt. A fenti figyelmeztetések nem kimerítőek, és nem helyettesítik a teljes kockázatértékelést a termék telepítése előtt.: [353, 225, 671, 308]
- language-section: [353, 405, 670, 494]
- language-code: GR: [684, 106, 694, 113]
- language-code: IT: [22, 530, 28, 537]
- safety-text: Nota speciale: Assicurati che la tua gabbia sia posizionata in modo sicuro. A seconda dell'uso della gabbia, devi fissarla al suolo mettendo la base nel cemento o utilizzando pali o ganci come indicato nel nostro manuale. Leggi attentamente le istruzioni e conserva il manuale per riferimento futuro. • Vedi immagine 1 ▷ Importante: Una gabbia riempita è molto pesante e il ribaltamento può causare situazioni pericolose e gravi lesioni. L'installazione può essere eseguita solo da professionisti. Saranno necessari anche strumenti di montaggio e installazione come pali, flange a vite, ganci, cemento per il montaggio delle gabbie, che non sono inclusi nella consegna. Le seguenti conoscenze sono almeno necessarie per la costruzione delle gabbie: maneggio sicuro di strumenti, macchinari, scale e impalcature; conoscenza della sicurezza sul lavoro e della sicurezza operativa, oltre a misure precauzionali contro incidenti e rischi; esperienza nel trasporto e nella gestione di componenti pesanti e ingombranti; conoscenza delle normative edilizie locali. In caso di incertezze o se non possiedi le qualifiche sopra descritte, consulta uno specialista, un ingegnere certificato o contatta un'azienda di installazione competente. Attenzione: le gabbie devono essere montate solo su una superficie sufficientemente stabile e in conformità con le istruzioni di montaggio! Indossare scarpe di sicurezza e guanti protettivi durante il montaggio! • Vedi immagine 1-2 ▷ Attenzione! I fili metallici possono essere appuntiti e con bordi affilati! Attenzione! Pericolo di caduta durante l'installazione! I pericoli devono essere valutati e devono essere adottate misure protettive prima dell'installazione. Le avvertenze sopra riportate non sono esaustive e non devono essere considerate come un sostituto per una completa valutazione dei rischi prima dell'installazione del prodotto.: [22, 537, 336, 619]
- language-code: SK: [684, 498, 693, 505]
- safety-text: Note spéciale : Assurez-vous que votre gabion est bien positionné. En fonction de l'utilisation du gabion, vous devez le fixer au sol en plaçant le fond dans du béton ou en utilisant des poteaux ou des crochets conformément aux instructions de notre manuel. Lisez attentivement les instructions et conservez le manuel pour toute référence ultérieure. • Voir image 1 ▷ Important : un gabion rempli est très lourd et son basculement peut entraîner des situations dangereuses et des blessures graves. L'installation ne peut être effectuée que par des professionnels. Vous aurez également besoin d'aides au montage et à l'installation telles que des poteaux, des brides de fils, des crochets, du béton pour le montage des gabions, qui ne sont pas inclus dans la livraison. Les connaissances suivantes sont au moins nécessaires pour la construction de gabions : Manipulation sûre des outils, des machines, des échelles et des échafaudages. Connaissance de la sécurité au travail et de la sécurité d'exploitation, ainsi que des mesures de précaution à prendre contre les accidents et les dangers. Expérience du transport et de la manipulation d'éléments lourds et encombrants. Connaissance des réglementations locales en matière de construction. En cas d'incertitudes ou si vous ne possédez pas les qualifications ci-dessus, consultez un spécialiste, un ingénieur certifié ou contactez une entreprise d'installation compétente. Avertissement : les gabions doivent être mis en place uniquement sur une surface suffisamment stable et conformément aux instructions d'installation ! Portez des chaussures de sécurité et des gants de protection lors de la mise en place ! • Voir image 1-2 ▷ Attention ! Les fils métalliques peuvent être pointus et tranchants ! Attention ! Risque de chute lors de l'installation ! Les risques doivent être évalués et des mesures de protection doivent être prises avant l'installation. Les avertissements ci-dessus ne sont pas exhaustifs et ne doivent pas se substituer à une évaluation complète des risques avant l'installation du produit.: [22, 225, 339, 314]
- language-section: [353, 113, 670, 209]
- language-code: BG: [353, 597, 363, 604]
- language-section: [353, 20, 670, 103]
- safety-text: Eriline märkus: Veenduge, et teie gabioon oleks turvaliselt paigutatud. Olenevalt gabiooni kasutamisest peate selle kinnitama maapinnale, asetades põhja betooni või kasutades poste või konkse vastavalt meie juhendis toodud juhistele. Lugege juhised hoolikalt läbi ja hoidke juhend tuleviku viitamiseks. • Vaata pilti 1 ▷ Oluline: Täidetud gabioon on väga raske ja selle ümberkukkumine viib ohtlikesse olukordadesse ja raskete vigastusteni. Paigaldust tohivad teha ainult professionaalid. Lisaks vajate paigaldus- ja monteerimisvahendeid, nagu poste, kruvikinnitusflantse, konkse ja betooni gabioonide kinnitamiseks, mida ei tarnita koos tootega. Gabioonide ehitamiseks on vajalik vähemalt järgmine teadmine: Tööriistade, masinate, redelite ja tellingute ohutu käsitsemine. Tööohutuse ja operatsioonivõime teadmiste ning ettevaatusabinõude rakendamine õnnetuste ja ohtude vältimiseks. Kogemus raskete ja mahukate komponentide transportimise ja käsitlemise alal. Kohalike ehitusnõuete tundmine. Kui teil on kahtlusi või kui teil puudub ülaltoodud kvalifikatsioon, konsulteerige spetsialisti, sertifitseeritud inseneri või kindla paigaldusettevõttega. Hoiatus: Gabioone tohib paigaldada ainult piisavalt stabiilsele pinnale. Paigaldamisel kandke turvajalatseid ja kaitsekindaid! • Vaata pilte 1-2 ▷ Tähelepanu! Metalltraadid võivad olla teravad ja teravate servadega! Tähelepanu! Paigaldamise ajal on kukkumisoht! Ohtusid tuleb hinnata ja enne paigaldamist tuleb võtta kaitsemeetmeid. Ülaltoodud hoiatused ei ole ammendavad ja neid ei tohiks pidada täieliku riskianalüüsi asendajaks enne toote paigaldamist.: [353, 710, 670, 780]
- language-code: HR: [684, 218, 694, 225]
